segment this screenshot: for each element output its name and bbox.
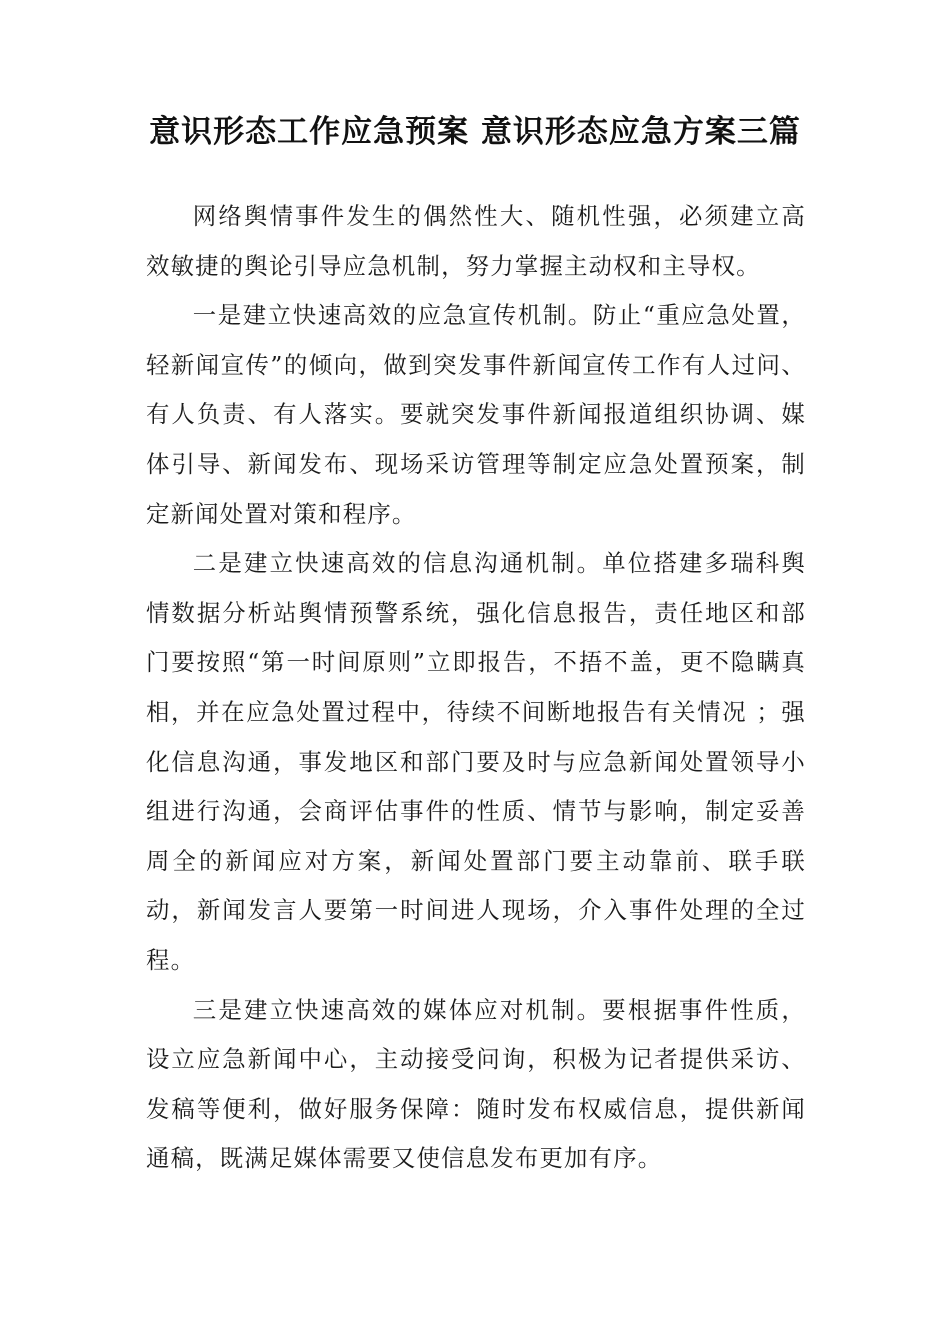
document-body bbox=[146, 192, 806, 1184]
paragraph-2: 二是建立快速高效的信息沟通机制。单位搭建多瑞科舆情数据分析站舆情预警系统，强化信息报告，责任地区和部门要按照“第一时间原则”立即报告，不捂不盖，更不隐瞒真相，并在应急处置过程中，待续不间断地报告有关情况 ；强化信息沟通，事发地区和部门要及时与应急新闻处置领导小组进行沟通，会商评估事件的性质、情节与影响，制定妥善周全的新闻应对方案，新闻处置部门要主动靠前、联手联动，新闻发言人要第一时间进人现场，介入事件处理的全过程。 bbox=[146, 549, 806, 974]
paragraph-3: 三是建立快速高效的媒体应对机制。要根据事件性质，设立应急新闻中心，主动接受问询，积极为记者提供采访、发稿等便利，做好服务保障：随时发布权威信息，提供新闻通稿，既满足媒体需要又使信息发布更加有序。 bbox=[146, 995, 806, 1173]
paragraph-intro: 网络舆情事件发生的偶然性大、随机性强，必须建立高效敏捷的舆论引导应急机制，努力掌握主动权和主导权。 bbox=[146, 202, 806, 280]
paragraph-1: 一是建立快速高效的应急宣传机制。防止“重应急处置，轻新闻宣传”的倾向，做到突发事件新闻宣传工作有人过问、有人负责、有人落实。要就突发事件新闻报道组织协调、媒体引导、新闻发布、现场采访管理等制定应急处置预案，制定新闻处置对策和程序。 bbox=[146, 301, 806, 528]
document-title: 意识形态工作应急预案 意识形态应急方案三篇 bbox=[149, 113, 801, 150]
